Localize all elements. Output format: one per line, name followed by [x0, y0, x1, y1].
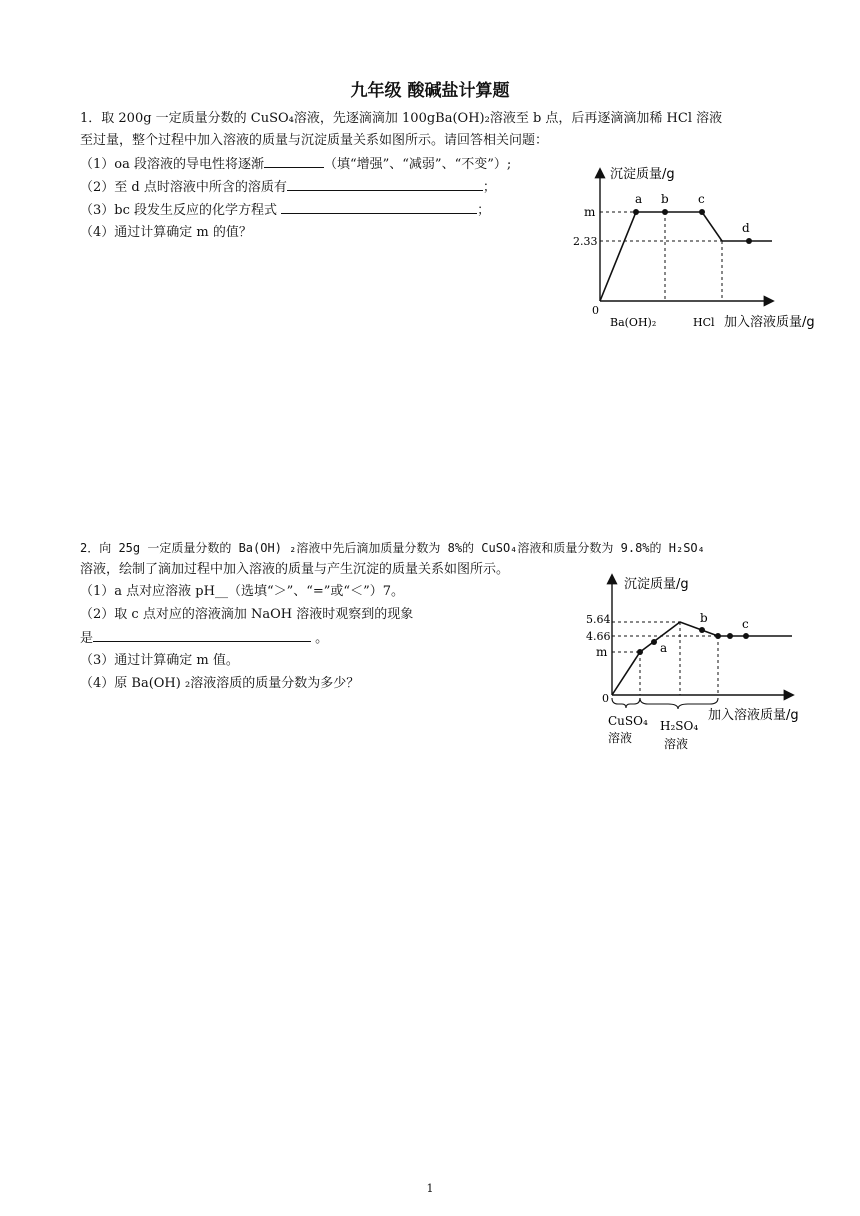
q2-sub1: （1）a 点对应溶液 pH__（选填“＞”、“=”或“＜”）7。 — [80, 584, 404, 599]
q2-ytick-m: m — [596, 645, 608, 659]
q1-point-c-label: c — [698, 192, 705, 206]
q1-stem-line1: 1．取 200g 一定质量分数的 CuSO₄溶液，先逐滴滴加 100gBa(OH)₂溶液至 b 点，后再逐滴滴加稀 HCl 溶液 — [80, 111, 723, 126]
q1-sub2-answer-blank[interactable] — [287, 176, 483, 191]
q1-sub1 — [80, 153, 511, 176]
q1-sub3-text-pre: （3）bc 段发生反应的化学方程式 — [80, 203, 278, 218]
q1-sub1-text-post: （填“增强”、“减弱”、“不变”）; — [323, 157, 512, 172]
q2-brace2-label-2: 溶液 — [664, 737, 689, 751]
q1-sub3-text-post: ； — [477, 203, 491, 218]
q2-sub2-line1: （2）取 c 点对应的溶液滴加 NaOH 溶液时观察到的现象 — [80, 607, 414, 622]
q1-sub1-answer-blank[interactable] — [264, 153, 324, 168]
q2-y-axis-label: 沉淀质量/g — [624, 577, 689, 592]
q1-sub2 — [80, 176, 496, 199]
page-title: 九年级 酸碱盐计算题 — [350, 81, 510, 101]
q1-sub1-text-pre: （1）oa 段溶液的导电性将逐渐 — [80, 157, 264, 172]
q1-ytick-2-33: 2.33 — [573, 235, 598, 248]
q1-point-c — [699, 209, 705, 215]
q2-chart — [582, 568, 818, 758]
q1-point-d — [746, 238, 752, 244]
q1-sub3 — [80, 199, 490, 222]
q1-stem-line2: 至过量，整个过程中加入溶液的质量与沉淀质量关系如图所示。请回答相关问题： — [80, 133, 549, 148]
q2-sub4: （4）原 Ba(OH) ₂溶液溶质的质量分数为多少？ — [80, 676, 360, 691]
q1-xtick-baoh2: Ba(OH)₂ — [610, 316, 657, 329]
q2-origin-label: 0 — [602, 692, 609, 705]
q1-sub2-text-pre: （2）至 d 点时溶液中所含的溶质有 — [80, 180, 287, 195]
q1-sub4: （4）通过计算确定 m 的值？ — [80, 225, 252, 240]
q1-point-a-label: a — [635, 192, 643, 206]
q2-point-c — [743, 633, 749, 639]
q2-point-b — [699, 627, 705, 633]
q2-point-flat2 — [727, 633, 733, 639]
q2-point-a — [651, 639, 657, 645]
q2-ytick-5-64: 5.64 — [586, 613, 611, 626]
q2-brace2-label-1: H₂SO₄ — [660, 719, 699, 733]
q2-x-axis-label: 加入溶液质量/g — [708, 708, 799, 723]
q2-stem-line1: 2．向 25g 一定质量分数的 Ba(OH) ₂溶液中先后滴加质量分数为 8%的 CuSO₄溶液和质量分数为 9.8%的 H₂SO₄ — [80, 541, 705, 555]
q1-point-b — [662, 209, 668, 215]
q2-sub2-text-post: 。 — [311, 631, 329, 646]
q1-point-b-label: b — [661, 192, 669, 206]
q1-y-axis-label: 沉淀质量/g — [610, 167, 675, 182]
q2-brace-h2so4 — [640, 698, 718, 709]
q2-point-b-label: b — [700, 611, 708, 625]
q2-sub3: （3）通过计算确定 m 值。 — [80, 653, 239, 668]
q2-ytick-4-66: 4.66 — [586, 630, 611, 643]
q1-chart — [572, 156, 844, 336]
q1-point-a — [633, 209, 639, 215]
q1-point-d-label: d — [742, 221, 750, 235]
q1-xtick-hcl: HCl — [693, 316, 715, 329]
q1-ytick-m: m — [584, 205, 596, 219]
q2-brace-cuso4 — [612, 698, 640, 708]
page-number: 1 — [426, 1182, 434, 1195]
q2-sub2-answer-blank[interactable] — [93, 627, 311, 642]
q1-x-axis-label: 加入溶液质量/g — [724, 315, 815, 330]
q2-point-a-label: a — [660, 641, 668, 655]
q2-point-flat1 — [715, 633, 721, 639]
q1-sub2-text-post: ； — [482, 180, 496, 195]
q1-sub3-answer-blank[interactable] — [281, 199, 477, 214]
q2-brace1-label-2: 溶液 — [608, 731, 633, 745]
q1-origin-label: 0 — [592, 304, 599, 317]
q2-stem-line2: 溶液，绘制了滴加过程中加入溶液的质量与产生沉淀的质量关系如图所示。 — [80, 562, 510, 577]
q2-sub2-line2 — [80, 627, 328, 650]
q2-brace1-label-1: CuSO₄ — [608, 714, 648, 728]
q2-point-m — [637, 649, 643, 655]
q2-sub2-text-pre: 是 — [80, 631, 94, 646]
q2-point-c-label: c — [742, 617, 749, 631]
